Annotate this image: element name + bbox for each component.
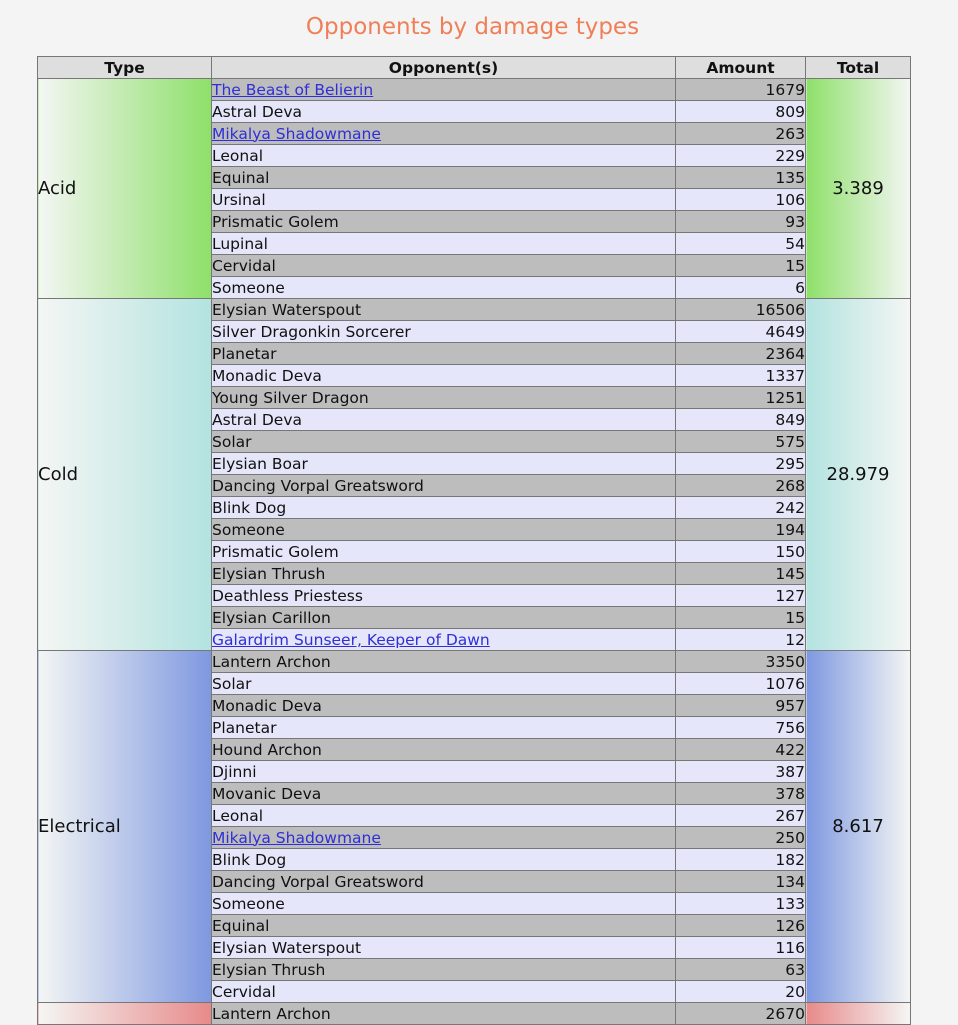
amount-cell: 263 [676, 123, 806, 145]
opponent-cell: Elysian Thrush [212, 563, 676, 585]
total-cell: 8.617 [806, 651, 911, 1003]
amount-cell: 20 [676, 981, 806, 1003]
amount-cell: 575 [676, 431, 806, 453]
amount-header[interactable]: Amount [676, 57, 806, 79]
opponent-cell [212, 827, 676, 849]
opponent-cell: Equinal [212, 915, 676, 937]
damage-table [37, 56, 911, 1025]
amount-cell: 957 [676, 695, 806, 717]
opponent-cell: Cervidal [212, 981, 676, 1003]
opponent-cell: Blink Dog [212, 497, 676, 519]
opponent-cell: Prismatic Golem [212, 211, 676, 233]
amount-cell: 15 [676, 255, 806, 277]
opponent-cell: Djinni [212, 761, 676, 783]
table-header-row [38, 57, 911, 79]
opponent-link[interactable]: Mikalya Shadowmane [212, 828, 381, 847]
table-body [38, 79, 911, 1025]
table-row [38, 79, 911, 101]
opponent-cell: Leonal [212, 805, 676, 827]
amount-cell: 2364 [676, 343, 806, 365]
amount-cell: 54 [676, 233, 806, 255]
amount-cell: 15 [676, 607, 806, 629]
amount-cell: 1679 [676, 79, 806, 101]
opponent-cell: Planetar [212, 343, 676, 365]
opponent-cell: Planetar [212, 717, 676, 739]
table-row [38, 651, 911, 673]
amount-cell: 250 [676, 827, 806, 849]
amount-cell: 2670 [676, 1003, 806, 1025]
opponent-cell: Monadic Deva [212, 365, 676, 387]
opponent-cell [212, 79, 676, 101]
opponent-cell: Elysian Waterspout [212, 299, 676, 321]
opponent-cell: Ursinal [212, 189, 676, 211]
total-cell: 3.389 [806, 79, 911, 299]
amount-cell: 378 [676, 783, 806, 805]
amount-cell: 63 [676, 959, 806, 981]
opponent-cell: Lantern Archon [212, 1003, 676, 1025]
amount-cell: 809 [676, 101, 806, 123]
amount-cell: 229 [676, 145, 806, 167]
amount-cell: 3350 [676, 651, 806, 673]
amount-cell: 1251 [676, 387, 806, 409]
opponent-link[interactable]: The Beast of Belierin [212, 80, 374, 99]
opponent-cell: Elysian Carillon [212, 607, 676, 629]
amount-cell: 133 [676, 893, 806, 915]
amount-cell: 422 [676, 739, 806, 761]
opponent-link[interactable]: Galardrim Sunseer, Keeper of Dawn [212, 630, 490, 649]
amount-cell: 242 [676, 497, 806, 519]
amount-cell: 295 [676, 453, 806, 475]
opponent-cell: Movanic Deva [212, 783, 676, 805]
total-cell: 28.979 [806, 299, 911, 651]
opponent-cell: Dancing Vorpal Greatsword [212, 475, 676, 497]
amount-cell: 93 [676, 211, 806, 233]
total-header[interactable]: Total [806, 57, 911, 79]
opponent-cell: Equinal [212, 167, 676, 189]
opponent-cell: Elysian Thrush [212, 959, 676, 981]
opponents-header[interactable]: Opponent(s) [212, 57, 676, 79]
table-row [38, 1003, 911, 1025]
damage-type-cell: Electrical [38, 651, 212, 1003]
opponent-cell: Solar [212, 673, 676, 695]
opponent-cell: Silver Dragonkin Sorcerer [212, 321, 676, 343]
amount-cell: 4649 [676, 321, 806, 343]
opponent-cell: Cervidal [212, 255, 676, 277]
total-cell [806, 1003, 911, 1025]
opponent-cell: Blink Dog [212, 849, 676, 871]
amount-cell: 756 [676, 717, 806, 739]
opponent-cell: Young Silver Dragon [212, 387, 676, 409]
opponent-cell: Lupinal [212, 233, 676, 255]
damage-type-cell [38, 1003, 212, 1025]
opponent-cell: Deathless Priestess [212, 585, 676, 607]
amount-cell: 182 [676, 849, 806, 871]
amount-cell: 145 [676, 563, 806, 585]
opponent-cell: Astral Deva [212, 409, 676, 431]
damage-type-cell: Acid [38, 79, 212, 299]
amount-cell: 194 [676, 519, 806, 541]
amount-cell: 1076 [676, 673, 806, 695]
amount-cell: 6 [676, 277, 806, 299]
opponent-link[interactable]: Mikalya Shadowmane [212, 124, 381, 143]
opponent-cell: Someone [212, 277, 676, 299]
opponent-cell: Astral Deva [212, 101, 676, 123]
amount-cell: 1337 [676, 365, 806, 387]
amount-cell: 267 [676, 805, 806, 827]
amount-cell: 849 [676, 409, 806, 431]
damage-type-cell: Cold [38, 299, 212, 651]
opponent-cell: Solar [212, 431, 676, 453]
opponent-cell: Lantern Archon [212, 651, 676, 673]
opponent-cell: Prismatic Golem [212, 541, 676, 563]
amount-cell: 134 [676, 871, 806, 893]
opponent-cell [212, 629, 676, 651]
amount-cell: 106 [676, 189, 806, 211]
amount-cell: 135 [676, 167, 806, 189]
opponent-cell: Monadic Deva [212, 695, 676, 717]
opponent-cell: Someone [212, 893, 676, 915]
amount-cell: 387 [676, 761, 806, 783]
type-header[interactable]: Type [38, 57, 212, 79]
opponent-cell: Leonal [212, 145, 676, 167]
amount-cell: 12 [676, 629, 806, 651]
amount-cell: 126 [676, 915, 806, 937]
table-row [38, 299, 911, 321]
amount-cell: 116 [676, 937, 806, 959]
opponent-cell: Someone [212, 519, 676, 541]
amount-cell: 268 [676, 475, 806, 497]
amount-cell: 127 [676, 585, 806, 607]
amount-cell: 150 [676, 541, 806, 563]
opponent-cell: Dancing Vorpal Greatsword [212, 871, 676, 893]
opponent-cell: Elysian Boar [212, 453, 676, 475]
page-title: Opponents by damage types [305, 14, 640, 40]
opponent-cell [212, 123, 676, 145]
amount-cell: 16506 [676, 299, 806, 321]
opponent-cell: Elysian Waterspout [212, 937, 676, 959]
opponent-cell: Hound Archon [212, 739, 676, 761]
